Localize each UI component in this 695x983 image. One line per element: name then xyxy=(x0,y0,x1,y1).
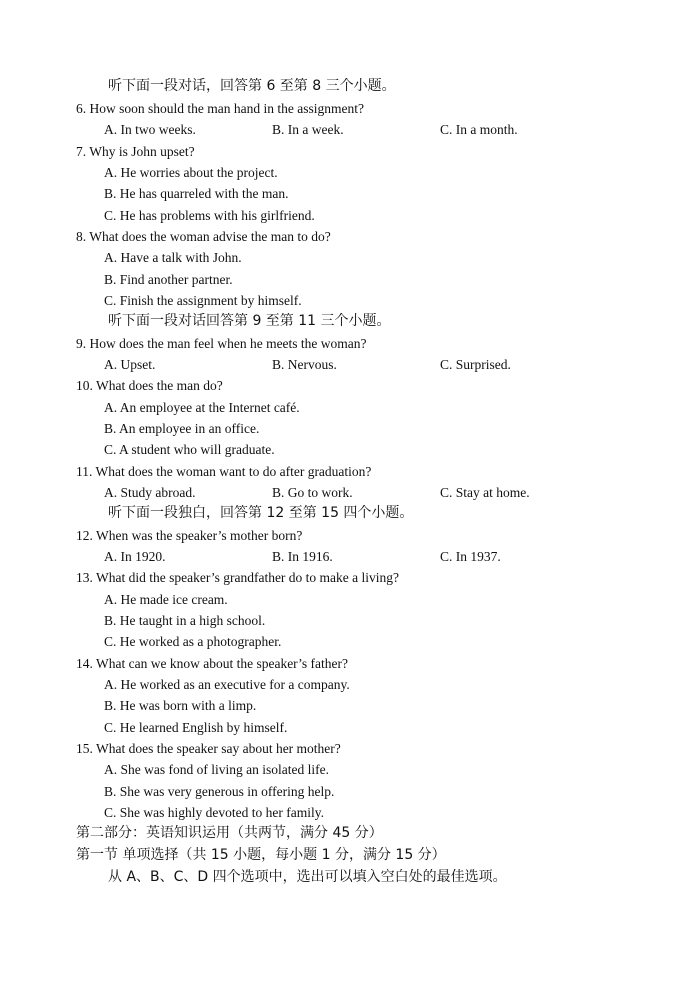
q7-option-c: C. He has problems with his girlfriend. xyxy=(104,208,315,223)
q7-option-a: A. He worries about the project. xyxy=(104,165,278,180)
q11-option-c: C. Stay at home. xyxy=(440,485,530,500)
section-1-title: 第一节 单项选择（共 15 小题，每小题 1 分，满分 15 分） xyxy=(76,847,446,863)
q14-option-b: B. He was born with a limp. xyxy=(104,698,257,713)
dialogue-intro-9-11: 听下面一段对话回答第 9 至第 11 三个小题。 xyxy=(108,313,391,329)
q13-option-c: C. He worked as a photographer. xyxy=(104,634,282,649)
question-9: 9. How does the man feel when he meets the woman? xyxy=(76,336,367,351)
q6-option-b: B. In a week. xyxy=(272,122,344,137)
q6-option-a: A. In two weeks. xyxy=(104,122,196,137)
q15-option-a: A. She was fond of living an isolated life. xyxy=(104,762,329,777)
q9-option-b: B. Nervous. xyxy=(272,357,337,372)
q14-option-a: A. He worked as an executive for a company. xyxy=(104,677,350,692)
q13-option-b: B. He taught in a high school. xyxy=(104,613,266,628)
q9-option-c: C. Surprised. xyxy=(440,357,511,372)
q6-option-c: C. In a month. xyxy=(440,122,518,137)
q13-option-a: A. He made ice cream. xyxy=(104,592,228,607)
q12-option-c: C. In 1937. xyxy=(440,549,501,564)
question-7: 7. Why is John upset? xyxy=(76,144,195,159)
question-14: 14. What can we know about the speaker’s father? xyxy=(76,656,349,671)
q10-option-b: B. An employee in an office. xyxy=(104,421,260,436)
q15-option-b: B. She was very generous in offering help. xyxy=(104,784,335,799)
q8-option-c: C. Finish the assignment by himself. xyxy=(104,293,302,308)
q7-option-b: B. He has quarreled with the man. xyxy=(104,186,289,201)
question-10: 10. What does the man do? xyxy=(76,378,223,393)
question-15: 15. What does the speaker say about her mother? xyxy=(76,741,341,756)
q8-option-a: A. Have a talk with John. xyxy=(104,250,242,265)
q12-option-b: B. In 1916. xyxy=(272,549,333,564)
question-6: 6. How soon should the man hand in the assignment? xyxy=(76,101,364,116)
question-12: 12. When was the speaker’s mother born? xyxy=(76,528,303,543)
q10-option-c: C. A student who will graduate. xyxy=(104,442,275,457)
q11-option-b: B. Go to work. xyxy=(272,485,353,500)
q15-option-c: C. She was highly devoted to her family. xyxy=(104,805,324,820)
q10-option-a: A. An employee at the Internet café. xyxy=(104,400,300,415)
part-2-title: 第二部分：英语知识运用（共两节，满分 45 分） xyxy=(76,825,383,841)
q11-option-a: A. Study abroad. xyxy=(104,485,196,500)
dialogue-intro-6-8: 听下面一段对话，回答第 6 至第 8 三个小题。 xyxy=(108,78,396,94)
section-1-instruction: 从 A、B、C、D 四个选项中，选出可以填入空白处的最佳选项。 xyxy=(108,869,507,885)
q9-option-a: A. Upset. xyxy=(104,357,156,372)
monologue-intro-12-15: 听下面一段独白，回答第 12 至第 15 四个小题。 xyxy=(108,505,414,521)
q8-option-b: B. Find another partner. xyxy=(104,272,233,287)
q12-option-a: A. In 1920. xyxy=(104,549,166,564)
question-11: 11. What does the woman want to do after graduation? xyxy=(76,464,372,479)
question-8: 8. What does the woman advise the man to do? xyxy=(76,229,331,244)
question-13: 13. What did the speaker’s grandfather do to make a living? xyxy=(76,570,400,585)
q14-option-c: C. He learned English by himself. xyxy=(104,720,288,735)
